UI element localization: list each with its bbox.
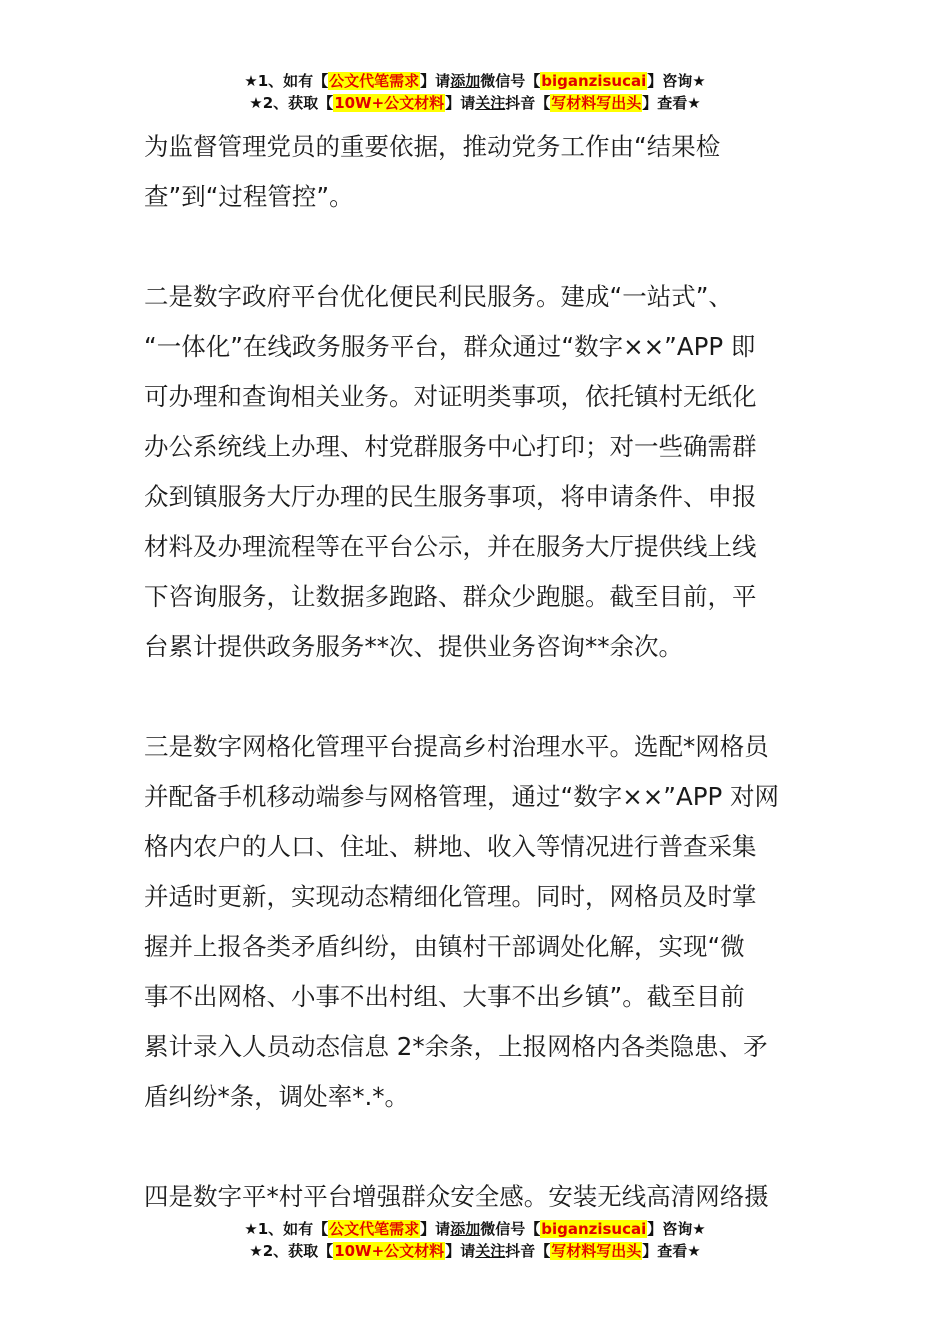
paragraph-4 [144, 1172, 809, 1222]
banner-text: 抖音【 [505, 94, 551, 112]
banner-line-2 [0, 92, 950, 114]
header-banner [0, 70, 950, 114]
highlight-service: 公文代笔需求 [329, 1220, 420, 1238]
footer-banner [0, 1218, 950, 1262]
banner-line-2 [0, 1240, 950, 1262]
banner-underlined: 关注 [475, 94, 506, 112]
banner-underlined: 关注 [475, 1242, 506, 1260]
text-line: 众到镇服务大厅办理的民生服务事项，将申请条件、申报 [144, 482, 757, 511]
text-line: “一体化”在线政务服务平台，群众通过“数字××”APP 即 [144, 332, 756, 361]
banner-text: 】咨询★ [647, 1220, 706, 1238]
text-line: 为监督管理党员的重要依据，推动党务工作由“结果检 [144, 132, 721, 161]
banner-text: ★2、获取【 [249, 1242, 334, 1260]
highlight-materials: 10W+公文材料 [334, 94, 445, 112]
highlight-wechat-id: biganzisucai [541, 72, 647, 90]
text-line: 盾纠纷*条，调处率*.*。 [144, 1082, 410, 1111]
banner-text: 抖音【 [505, 1242, 551, 1260]
text-line: 握并上报各类矛盾纠纷，由镇村干部调处化解，实现“微 [144, 932, 745, 961]
text-line: 格内农户的人口、住址、耕地、收入等情况进行普查采集 [144, 832, 757, 861]
text-line: 台累计提供政务服务**次、提供业务咨询**余次。 [144, 632, 683, 661]
banner-line-1 [0, 1218, 950, 1240]
text-line: 四是数字平*村平台增强群众安全感。安装无线高清网络摄 [144, 1182, 769, 1211]
banner-underlined: 添加 [450, 1220, 481, 1238]
text-line: 查”到“过程管控”。 [144, 182, 354, 211]
text-line: 材料及办理流程等在平台公示，并在服务大厅提供线上线 [144, 532, 757, 561]
text-line: 并配备手机移动端参与网格管理，通过“数字××”APP 对网 [144, 782, 780, 811]
highlight-douyin: 写材料写出头 [551, 94, 642, 112]
banner-text: 微信号【 [480, 1220, 541, 1238]
highlight-service: 公文代笔需求 [329, 72, 420, 90]
text-line: 事不出网格、小事不出村组、大事不出乡镇”。截至目前 [144, 982, 745, 1011]
text-line: 累计录入人员动态信息 2*余条，上报网格内各类隐患、矛 [144, 1032, 768, 1061]
paragraph-1 [144, 122, 809, 222]
highlight-materials: 10W+公文材料 [334, 1242, 445, 1260]
highlight-wechat-id: biganzisucai [541, 1220, 647, 1238]
banner-text: 】查看★ [642, 94, 701, 112]
banner-text: 】请 [420, 72, 451, 90]
text-line: 可办理和查询相关业务。对证明类事项，依托镇村无纸化 [144, 382, 757, 411]
text-line: 下咨询服务，让数据多跑路、群众少跑腿。截至目前，平 [144, 582, 757, 611]
text-line: 三是数字网格化管理平台提高乡村治理水平。选配*网格员 [144, 732, 769, 761]
banner-underlined: 添加 [450, 72, 481, 90]
banner-text: 】咨询★ [647, 72, 706, 90]
document-body [144, 122, 809, 1222]
banner-text: 】请 [445, 1242, 476, 1260]
text-line: 二是数字政府平台优化便民利民服务。建成“一站式”、 [144, 282, 733, 311]
highlight-douyin: 写材料写出头 [551, 1242, 642, 1260]
banner-text: 】请 [445, 94, 476, 112]
banner-text: ★2、获取【 [249, 94, 334, 112]
banner-line-1 [0, 70, 950, 92]
banner-text: ★1、如有【 [244, 72, 329, 90]
text-line: 并适时更新，实现动态精细化管理。同时，网格员及时掌 [144, 882, 757, 911]
banner-text: 】请 [420, 1220, 451, 1238]
banner-text: 】查看★ [642, 1242, 701, 1260]
banner-text: ★1、如有【 [244, 1220, 329, 1238]
text-line: 办公系统线上办理、村党群服务中心打印；对一些确需群 [144, 432, 757, 461]
paragraph-3 [144, 722, 809, 1122]
paragraph-2 [144, 272, 809, 672]
banner-text: 微信号【 [480, 72, 541, 90]
